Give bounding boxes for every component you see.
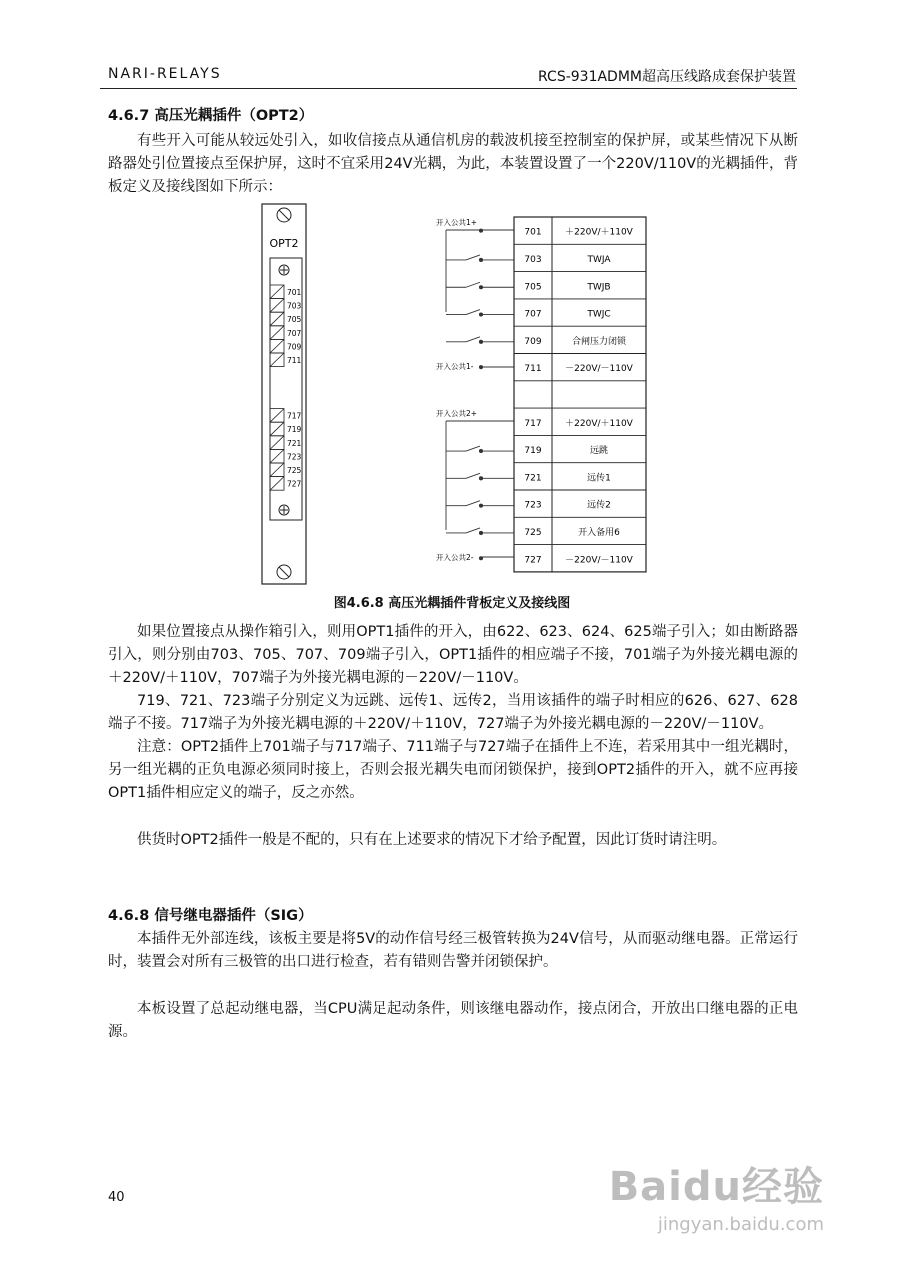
common-label-2-minus: 开入公共2- xyxy=(436,553,474,562)
terminal-definition: 合闸压力闭锁 xyxy=(571,336,627,347)
board-pin-label: 701 xyxy=(287,288,302,297)
contact-terminal-dot xyxy=(479,504,482,507)
watermark-brand: Baidu经验 xyxy=(608,1164,824,1210)
board-pin-label: 723 xyxy=(287,452,302,462)
terminal-number: 723 xyxy=(524,500,542,511)
contact-switch-icon xyxy=(466,282,480,287)
terminal-number: 707 xyxy=(524,309,542,320)
baidu-watermark xyxy=(609,1155,824,1235)
terminal-number: 703 xyxy=(524,254,542,265)
board-pin-hatch xyxy=(270,353,284,367)
paragraph-opt2-intro: 有些开入可能从较远处引入，如收信接点从通信机房的载波机接至控制室的保护屏，或某些情况下从断路器处引位置接点至保护屏，这时不宜采用24V光耦，为此，本装置设置了一个220V/110V的光耦插件，背板定义及接线图如下所示： xyxy=(108,133,798,195)
board-pin-hatch xyxy=(270,449,284,463)
contact-switch-icon xyxy=(466,446,480,451)
paragraph-position-contacts: 如果位置接点从操作箱引入，则用OPT1插件的开入，由622、623、624、625端子引入；如由断路器引入，则分别由703、705、707、709端子引入，OPT1插件的相应端子不接，701端子为外接光耦电源的＋220V/＋110V，707端子为外接光耦电源的－220V/－110V。 xyxy=(108,624,798,686)
board-pin-label: 703 xyxy=(287,301,302,311)
terminal-definition: TWJA xyxy=(587,254,611,265)
terminal-definition: －220V/－110V xyxy=(565,364,633,375)
terminal-number: 721 xyxy=(524,473,542,484)
board-pin-label: 707 xyxy=(287,328,302,338)
board-label: OPT2 xyxy=(269,237,299,250)
figure-caption: 图4.6.8 高压光耦插件背板定义及接线图 xyxy=(333,596,571,611)
contact-terminal-dot xyxy=(479,340,482,343)
terminal-definition: TWJC xyxy=(587,309,611,320)
board-pin-label: 725 xyxy=(287,466,302,475)
header-brand: NARI-RELAYS xyxy=(108,66,222,82)
terminal-number: 719 xyxy=(524,446,542,457)
terminal-definition: 远传1 xyxy=(587,473,611,484)
header-product-title: RCS-931ADMM超高压线路成套保护装置 xyxy=(538,69,796,85)
terminal-number: 705 xyxy=(524,282,542,293)
terminal-number: 725 xyxy=(524,527,542,538)
contact-terminal-dot xyxy=(479,449,482,452)
board-pin-hatch xyxy=(270,477,284,491)
board-pin-label: 717 xyxy=(287,411,302,421)
common-label-1-minus: 开入公共1- xyxy=(436,362,474,371)
page-number: 40 xyxy=(108,1190,125,1205)
common-label-1-plus: 开入公共1+ xyxy=(436,218,478,227)
terminal-number: 717 xyxy=(524,418,542,429)
board-pin-hatch xyxy=(270,422,284,436)
board-pin-label: 709 xyxy=(287,342,302,352)
section-title-sig: 4.6.8 信号继电器插件（SIG） xyxy=(108,908,313,924)
board-pin-label: 727 xyxy=(287,479,302,489)
wiring-figure xyxy=(0,0,904,600)
board-pin-label: 721 xyxy=(287,438,302,448)
board-panel xyxy=(262,204,306,584)
board-pin-hatch xyxy=(270,312,284,326)
terminal-number: 727 xyxy=(524,555,542,566)
board-pin-hatch xyxy=(270,339,284,353)
terminal-definition: TWJB xyxy=(587,282,611,293)
terminal-definition: －220V/－110V xyxy=(565,555,633,566)
contact-switch-icon xyxy=(466,337,480,342)
wiring-lines xyxy=(446,230,514,557)
contact-switch-icon xyxy=(466,473,480,478)
paragraph-supply: 供货时OPT2插件一般是不配的，只有在上述要求的情况下才给予配置，因此订货时请注明。 xyxy=(137,832,727,848)
terminal-definition: ＋220V/＋110V xyxy=(565,227,633,238)
common-terminal-dot xyxy=(479,229,482,232)
terminal-definition: 远跳 xyxy=(589,446,609,457)
board-pin-label: 711 xyxy=(287,356,302,365)
board-pin-label: 705 xyxy=(287,315,302,325)
terminal-number: 709 xyxy=(524,336,542,347)
common-terminal-dot xyxy=(479,557,482,560)
common-label-2-plus: 开入公共2+ xyxy=(436,409,478,418)
board-pin-hatch xyxy=(270,409,284,423)
board-pin-hatch xyxy=(270,299,284,313)
terminal-definition: 远传2 xyxy=(587,500,611,511)
contact-terminal-dot xyxy=(479,531,482,534)
contact-terminal-dot xyxy=(479,477,482,480)
contact-terminal-dot xyxy=(479,286,482,289)
board-pin-hatch xyxy=(270,436,284,450)
contact-terminal-dot xyxy=(479,258,482,261)
board-pin-hatch xyxy=(270,326,284,340)
watermark-url: jingyan.baidu.com xyxy=(657,1214,824,1235)
terminal-table-frame xyxy=(514,217,646,572)
paragraph-sig-description: 本插件无外部连线，该板主要是将5V的动作信号经三极管转换为24V信号，从而驱动继电器。正常运行时，装置会对所有三极管的出口进行检查，若有错则告警并闭锁保护。 xyxy=(108,931,798,970)
contact-switch-icon xyxy=(466,310,480,315)
contact-terminal-dot xyxy=(479,313,482,316)
board-pin-label: 719 xyxy=(287,425,302,435)
paragraph-terminal-definitions: 719、721、723端子分别定义为远跳、远传1、远传2，当用该插件的端子时相应的626、627、628端子不接。717端子为外接光耦电源的＋220V/＋110V，727端子为外接光耦电源的－220V/－110V。 xyxy=(108,693,798,732)
terminal-number: 711 xyxy=(524,364,542,375)
terminal-definition: 开入备用6 xyxy=(578,527,620,538)
board-pin-hatch xyxy=(270,285,284,299)
terminal-definition: ＋220V/＋110V xyxy=(565,418,633,429)
board-pin-hatch xyxy=(270,463,284,477)
paragraph-note: 注意：OPT2插件上701端子与717端子、711端子与727端子在插件上不连，若采用其中一组光耦时，另一组光耦的正负电源必须同时接上，否则会报光耦失电而闭锁保护，接到OPT2插件的开入，就不应再接OPT1插件相应定义的端子，反之亦然。 xyxy=(108,739,798,801)
terminal-number: 701 xyxy=(524,227,542,238)
contact-switch-icon xyxy=(466,501,480,506)
contact-switch-icon xyxy=(466,255,480,260)
section-title-opt2: 4.6.7 高压光耦插件（OPT2） xyxy=(108,108,314,124)
common-terminal-dot xyxy=(479,366,482,369)
paragraph-sig-start-relay: 本板设置了总起动继电器，当CPU满足起动条件，则该继电器动作，接点闭合，开放出口继电器的正电源。 xyxy=(108,1001,798,1040)
contact-switch-icon xyxy=(466,528,480,533)
